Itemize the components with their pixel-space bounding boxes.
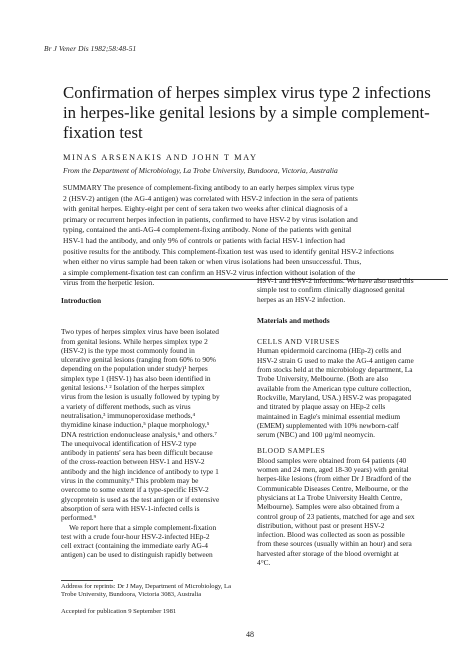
methods-line: Trobe University, Melbourne. (Both are also: [257, 374, 389, 384]
introduction-line: Two types of herpes simplex virus have been isolated: [61, 327, 219, 337]
footnote-divider: [61, 580, 113, 581]
introduction-line: virus from the lesion is usually followed by typing by: [61, 392, 220, 402]
introduction-line: from genital lesions. While herpes simplex type 2: [61, 336, 208, 346]
introduction-line: a variety of different methods, such as virus: [61, 401, 191, 411]
author-list: MINAS ARSENAKIS AND JOHN T MAY: [63, 153, 258, 162]
summary-line: 2 (HSV-2) antigen (the AG-4 antigen) was correlated with HSV-2 infection in the sera of patients: [63, 193, 358, 203]
introduction-line: antibody and the high incidence of antibody to type 1: [61, 466, 219, 476]
introduction-line: The unequivocal identification of HSV-2 type: [61, 438, 197, 448]
summary-line: SUMMARY The presence of complement-fixing antibody to an early herpes simplex virus type: [63, 183, 355, 192]
introduction-continuation-line: simple test to confirm clinically diagnosed genital: [257, 285, 405, 295]
methods-line: serum (NBC) and 100 µg/ml neomycin.: [257, 430, 375, 440]
methods-line: Blood samples were obtained from 64 patients (40: [257, 455, 407, 465]
methods-line: Melbourne). Samples were also obtained from a: [257, 502, 400, 512]
methods-line: Human epidermoid carcinoma (HEp-2) cells and: [257, 346, 402, 356]
introduction-line: test with a crude four-hour HSV-2-infected HEp-2: [61, 531, 210, 541]
introduction-line: of the cross-reaction between HSV-1 and HSV-2: [61, 457, 205, 467]
footnote-line: Trobe University, Bundoora, Victoria 3083, Australia: [61, 591, 202, 599]
summary-line: when either no virus sample had been taken or when virus isolations had been unsuccessful. Thus,: [63, 257, 362, 267]
methods-line: distribution, without past or present HSV-2: [257, 520, 385, 530]
methods-line: (EMEM) supplemented with 10% newborn-calf: [257, 420, 399, 430]
affiliation: From the Department of Microbiology, La Trobe University, Bundoora, Victoria, Australia: [63, 166, 338, 175]
footnotes: [61, 583, 247, 616]
methods-line: maintained in Eagle's minimal essential medium: [257, 411, 401, 421]
summary-block: [63, 183, 443, 289]
methods-line: women and 24 men, aged 18-30 years) with genital: [257, 465, 409, 475]
summary-line: typing, contained the anti-AG-4 complement-fixing antibody. None of the patients with genital: [63, 225, 352, 235]
methods-line: harvested after storage of the blood overnight at: [257, 548, 399, 558]
introduction-line: thymidine kinase induction,⁵ plaque morphology,⁵: [61, 420, 210, 430]
introduction-line: antigen) can be used to distinguish rapidly between: [61, 550, 213, 560]
methods-line: HSV-2 strain G used to make the AG-4 antigen came: [257, 355, 414, 365]
right-column: [257, 276, 447, 567]
methods-line: and titrated by plaque assay on HEp-2 cells: [257, 402, 386, 412]
introduction-heading: Introduction: [61, 296, 102, 305]
introduction-line: antibody in patients' sera has been difficult because: [61, 448, 213, 458]
journal-citation: Br J Vener Dis 1982;58:48-51: [44, 44, 137, 53]
summary-line: HSV-1 had the antibody, and only 9% of controls or patients with facial HSV-1 infection had: [63, 235, 345, 245]
blood-samples-heading: BLOOD SAMPLES: [257, 446, 326, 456]
introduction-line: simplex type 1 (HSV-1) has also been identified in: [61, 373, 211, 383]
introduction-line: overcome to some extent if a type-specific HSV-2: [61, 485, 209, 495]
introduction-line: cell extract (containing the immediate early AG-4: [61, 541, 208, 551]
introduction-line: DNA restriction endonuclease analysis,⁶ and others.⁷: [61, 429, 218, 439]
summary-line: virus from the herpetic lesion.: [63, 278, 155, 288]
introduction-continuation-line: herpes as an HSV-2 infection.: [257, 294, 346, 304]
methods-line: Rockville, Maryland, USA.) HSV-2 was propagated: [257, 392, 412, 402]
page-number: 48: [246, 630, 254, 639]
footnote-line: Address for reprints: Dr J May, Department of Microbiology, La: [61, 583, 231, 590]
methods-line: control group of 23 patients, matched for age and sex: [257, 511, 415, 521]
introduction-line: depending on the population under study)¹ herpes: [61, 364, 208, 374]
methods-line: Communicable Diseases Centre, Melbourne, or the: [257, 483, 409, 493]
footnote-line: Accepted for publication 9 September 1981: [61, 607, 177, 615]
methods-line: herpes-like lesions (from either Dr J Bradford of the: [257, 474, 412, 484]
introduction-line: virus in the community.⁸ This problem may be: [61, 476, 199, 486]
article-title: Confirmation of herpes simplex virus type 2 infections in herpes-like genital lesions by a simple complement-fixation test: [63, 83, 431, 142]
introduction-line: performed.⁹: [61, 513, 97, 523]
introduction-line: absorption of sera with HSV-1-infected cells is: [61, 503, 200, 513]
summary-line: a simple complement-fixation test can confirm an HSV-2 virus infection without isolation of the: [63, 267, 356, 277]
introduction-continuation-line: HSV-1 and HSV-2 infections. We have also used this: [257, 276, 414, 285]
left-column: [61, 284, 247, 560]
methods-line: 4°C.: [257, 558, 271, 568]
methods-line: from these sources (usually within an hour) and sera: [257, 539, 412, 549]
methods-line: physicians at La Trobe University Health Centre,: [257, 492, 403, 502]
introduction-line: neutralisation,³ immunoperoxidase methods,⁴: [61, 410, 196, 420]
introduction-line: genital lesions.¹ ² Isolation of the herpes simplex: [61, 383, 205, 393]
cells-viruses-heading: CELLS AND VIRUSES: [257, 337, 340, 347]
methods-line: from stocks held at the microbiology department, La: [257, 365, 413, 375]
methods-line: infection. Blood was collected as soon as possible: [257, 530, 405, 540]
summary-line: with genital herpes. Eighty-eight per cent of sera taken two weeks after clinical diagnosis of a: [63, 204, 348, 214]
summary-line: positive results for the antibody. This complement-fixation test was used to identify genital HSV-2 infections: [63, 246, 394, 256]
introduction-line: (HSV-2) is the type most commonly found in: [61, 345, 195, 355]
introduction-line: We report here that a simple complement-fixation: [69, 522, 217, 532]
materials-methods-heading: Materials and methods: [257, 315, 330, 325]
introduction-line: ulcerative genital lesions (ranging from 60% to 90%: [61, 355, 216, 365]
methods-line: available from the American type culture collection,: [257, 383, 412, 393]
introduction-line: glycoprotein is used as the test antigen or if extensive: [61, 494, 220, 504]
summary-line: primary or recurrent herpes infection in patients, confirmed to have HSV-2 by virus isolation and: [63, 214, 358, 224]
footnote-line: [61, 599, 247, 607]
